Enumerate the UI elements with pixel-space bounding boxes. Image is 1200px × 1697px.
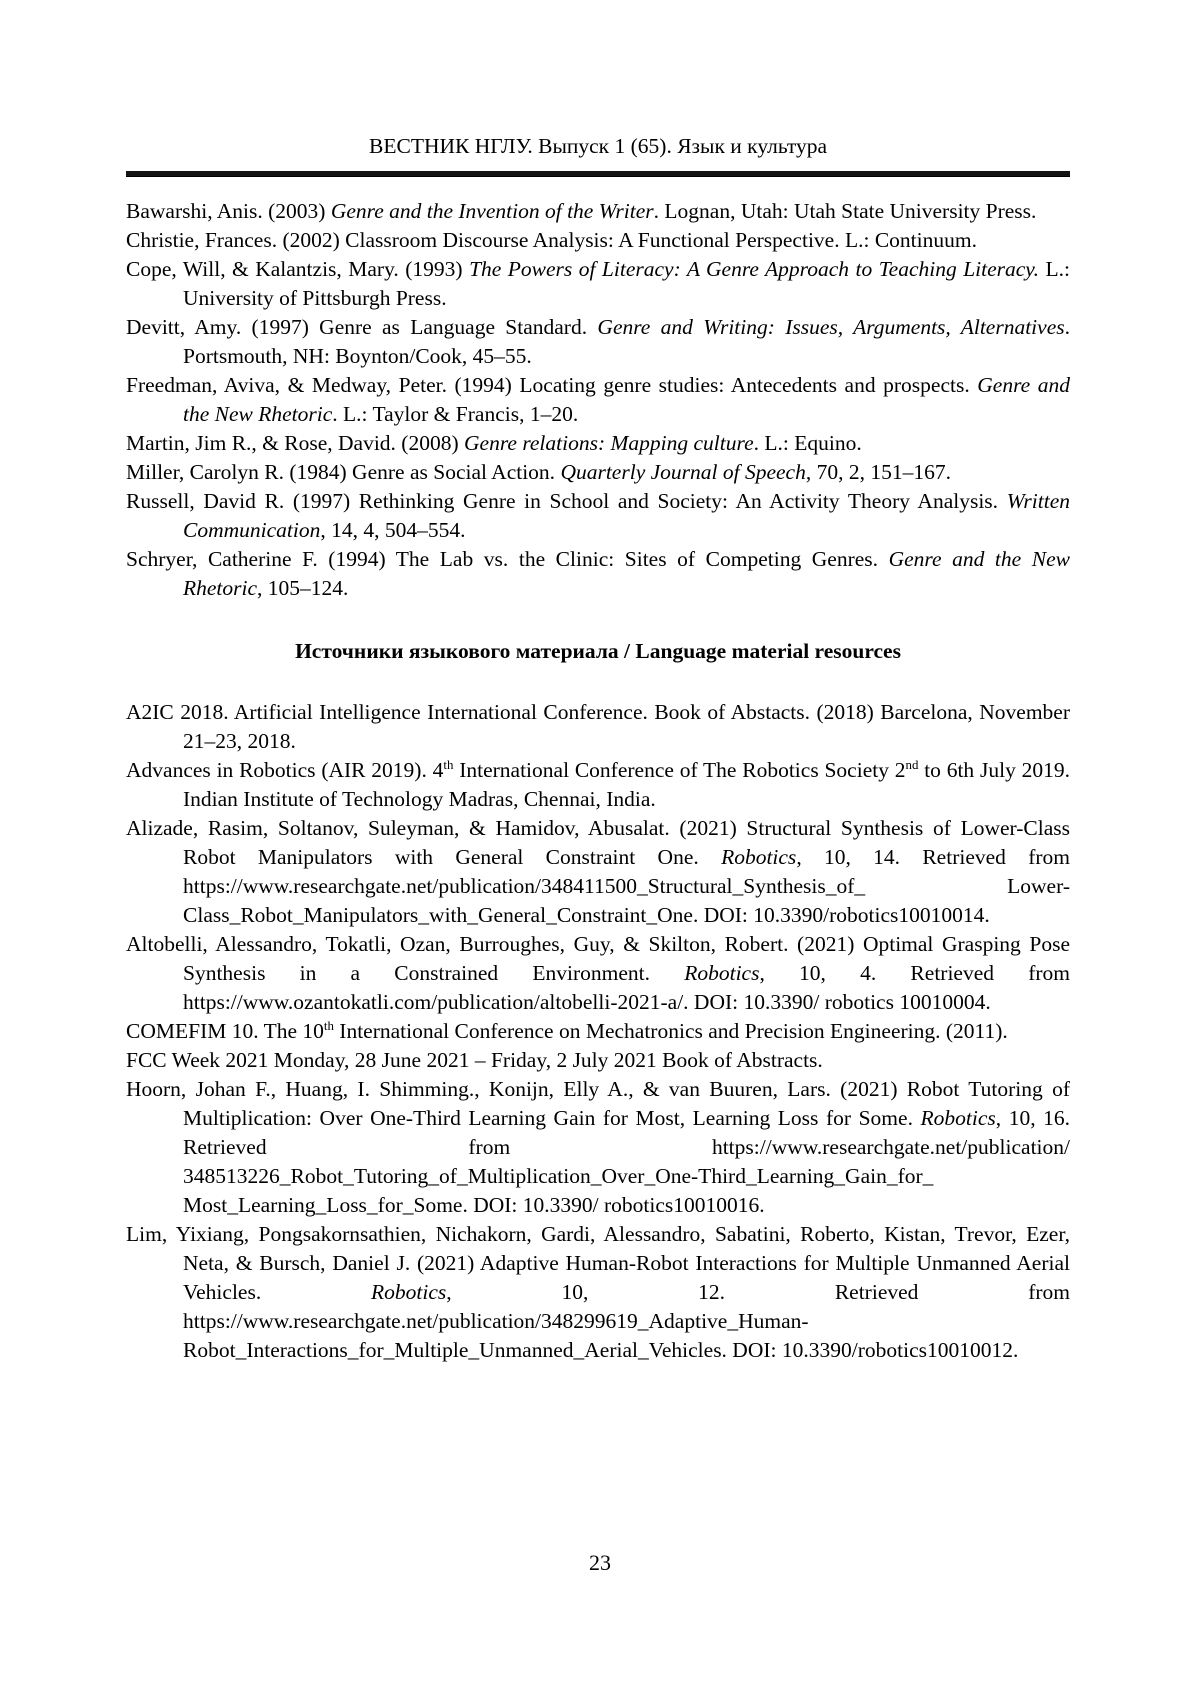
page-content (126, 133, 1070, 1365)
reference-entry: Miller, Carolyn R. (1984) Genre as Social Action. Quarterly Journal of Speech, 70, 2, 151–167. (126, 460, 951, 484)
reference-entry: COMEFIM 10. The 10th International Conference on Mechatronics and Precision Engineering. (2011). (126, 1018, 1008, 1043)
reference-entry: Lim, Yixiang, Pongsakornsathien, Nichakorn, Gardi, Alessandro, Sabatini, Roberto, Kistan, Trevor, Ezer, Neta, & Bursch, Daniel J. (2021) Adaptive Human-Robot Interactions for Multiple Unmanned Aerial Vehicles. Robotics, 10, 12. Retrieved from https://www.researchgate.net/publication/348299619_Adaptive_Human-Robot_Interactions_for_Multiple_Unmanned_Aerial_Vehicles. DOI: 10.3390/robotics10010012. (126, 1222, 1070, 1362)
reference-entry: Alizade, Rasim, Soltanov, Suleyman, & Hamidov, Abusalat. (2021) Structural Synthesis of Lower-Class Robot Manipulators with General Constraint One. Robotics, 10, 14. Retrieved from https://www.researchgate.net/publication/348411500_Structural_Synthesis_of_ Lower-Class_Robot_Manipulators_with_General_Constraint_One. DOI: 10.3390/robotics10010014. (126, 816, 1071, 927)
header-rule-divider (126, 171, 1070, 177)
reference-entry: FCC Week 2021 Monday, 28 June 2021 – Friday, 2 July 2021 Book of Abstracts. (126, 1048, 823, 1072)
reference-entry: Devitt, Amy. (1997) Genre as Language Standard. Genre and Writing: Issues, Arguments, Alternatives. Portsmouth, NH: Boynton/Cook, 45–55. (126, 315, 1070, 368)
reference-entry: Bawarshi, Anis. (2003) Genre and the Invention of the Writer. Lognan, Utah: Utah State University Press. (126, 199, 1037, 223)
language-sources-list (126, 698, 1070, 1365)
reference-entry: Altobelli, Alessandro, Tokatli, Ozan, Burroughes, Guy, & Skilton, Robert. (2021) Optimal Grasping Pose Synthesis in a Constrained Environment. Robotics, 10, 4. Retrieved from https://www.ozantokatli.com/publication/altobelli-2021-a/. DOI: 10.3390/ robotics 10010004. (126, 932, 1070, 1014)
reference-entry: Advances in Robotics (AIR 2019). 4th International Conference of The Robotics Society 2nd to 6th July 2019. Indian Institute of Technology Madras, Chennai, India. (126, 757, 1070, 811)
reference-entry: Russell, David R. (1997) Rethinking Genre in School and Society: An Activity Theory Analysis. Written Communication, 14, 4, 504–554. (126, 489, 1070, 542)
references-list (126, 197, 1070, 603)
reference-entry: Christie, Frances. (2002) Classroom Discourse Analysis: A Functional Perspective. L.: Continuum. (126, 228, 977, 252)
reference-entry: Schryer, Catherine F. (1994) The Lab vs. the Clinic: Sites of Competing Genres. Genre and the New Rhetoric, 105–124. (126, 547, 1070, 600)
page-number: 23 (589, 1550, 611, 1575)
running-header: ВЕСТНИК НГЛУ. Выпуск 1 (65). Язык и культура (369, 134, 827, 158)
reference-entry: Hoorn, Johan F., Huang, I. Shimming., Konijn, Elly A., & van Buuren, Lars. (2021) Robot Tutoring of Multiplication: Over One-Third Learning Gain for Most, Learning Loss for Some. Robotics, 10, 16. Retrieved from https://www.researchgate.net/publication/ 348513226_Robot_Tutoring_of_Multiplication_Over_One-Third_Learning_Gain_for_ Most_Learning_Loss_for_Some. DOI: 10.3390/ robotics10010016. (126, 1077, 1071, 1217)
reference-entry: A2IC 2018. Artificial Intelligence International Conference. Book of Abstacts. (2018) Barcelona, November 21–23, 2018. (126, 700, 1070, 753)
reference-entry: Cope, Will, & Kalantzis, Mary. (1993) The Powers of Literacy: A Genre Approach to Teaching Literacy. L.: University of Pittsburgh Press. (126, 257, 1070, 310)
reference-entry: Freedman, Aviva, & Medway, Peter. (1994) Locating genre studies: Antecedents and prospects. Genre and the New Rhetoric. L.: Taylor & Francis, 1–20. (126, 373, 1070, 426)
section-heading: Источники языкового материала / Language material resources (295, 639, 901, 663)
reference-entry: Martin, Jim R., & Rose, David. (2008) Genre relations: Mapping culture. L.: Equino. (126, 431, 862, 455)
